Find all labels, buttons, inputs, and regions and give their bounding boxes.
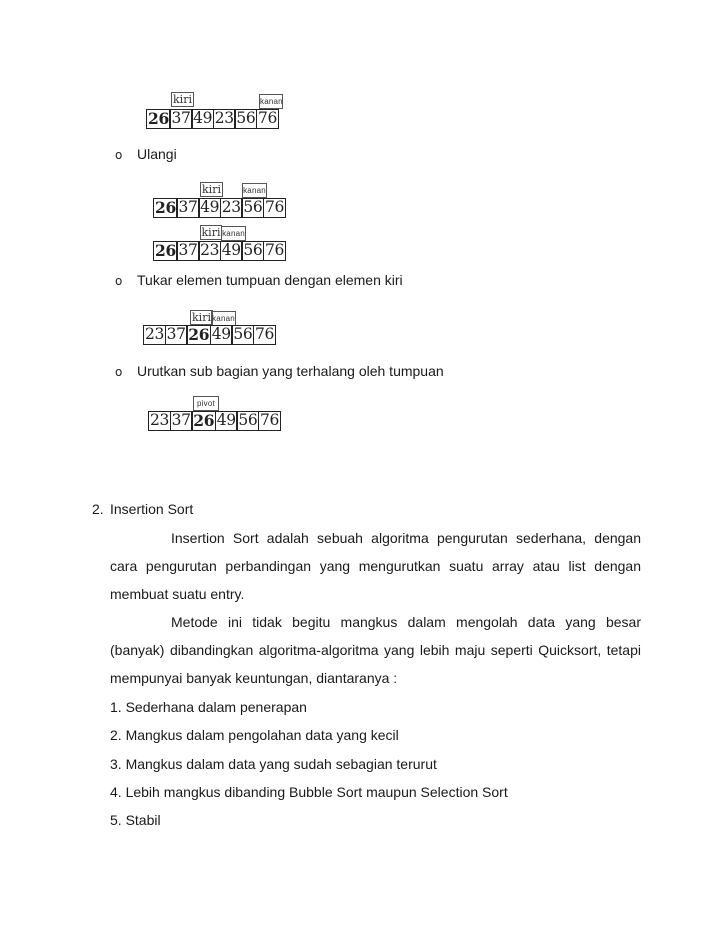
- section-number: 2.: [92, 501, 104, 517]
- array-cell: 76: [259, 411, 280, 429]
- kanan-label: kanan: [221, 226, 246, 241]
- array-cell: 76: [264, 198, 285, 216]
- kiri-label: kiri: [200, 182, 223, 197]
- array-diagram: [146, 109, 278, 129]
- array-cell: 26: [188, 325, 210, 344]
- array-cell: 37: [166, 325, 186, 343]
- array-diagram: [153, 198, 285, 218]
- array-diagram: [143, 325, 275, 345]
- section-title: Insertion Sort: [110, 501, 194, 517]
- array-cell: 49: [216, 411, 236, 429]
- bullet-tukar: Tukar elemen tumpuan dengan elemen kiri: [137, 272, 403, 288]
- array-cell: 23: [150, 411, 170, 429]
- advantage-item: 3. Mangkus dalam data yang sudah sebagian terurut: [110, 756, 437, 772]
- paragraph-line: Insertion Sort adalah sebuah algoritma pengurutan sederhana, dengan: [171, 530, 641, 546]
- array-cell: 26: [193, 411, 215, 430]
- array-cell: 37: [171, 109, 191, 127]
- array-cell: 26: [155, 198, 176, 217]
- bullet-marker: o: [115, 274, 123, 288]
- array-cell: 76: [264, 241, 285, 259]
- paragraph-line: Metode ini tidak begitu mangkus dalam mengolah data yang besar: [171, 614, 641, 630]
- array-cell: 76: [257, 109, 278, 127]
- array-cell: 26: [155, 241, 176, 260]
- array-cell: 23: [145, 325, 165, 343]
- array-cell: 37: [178, 198, 198, 216]
- paragraph-line: membuat suatu entry.: [110, 586, 245, 602]
- paragraph-line: cara pengurutan perbandingan yang mengurutkan suatu array atau list dengan: [110, 558, 641, 574]
- array-cell: 56: [243, 241, 263, 259]
- array-cell: 49: [193, 109, 213, 127]
- kiri-label: kiri: [190, 310, 213, 325]
- array-cell: 56: [238, 411, 258, 429]
- bullet-marker: o: [115, 365, 123, 379]
- kanan-label: kanan: [259, 94, 283, 109]
- array-cell: 23: [214, 109, 234, 127]
- array-cell: 37: [178, 241, 198, 259]
- array-cell: 56: [236, 109, 256, 127]
- kanan-label: kanan: [211, 311, 236, 326]
- advantage-item: 4. Lebih mangkus dibanding Bubble Sort maupun Selection Sort: [110, 784, 508, 800]
- array-diagram: [148, 411, 280, 431]
- bullet-ulangi: Ulangi: [137, 146, 177, 162]
- kanan-label: kanan: [242, 183, 267, 198]
- kiri-label: kiri: [201, 226, 221, 239]
- array-cell: 23: [221, 198, 241, 216]
- array-cell: 76: [254, 325, 275, 343]
- paragraph-line: mempunyai banyak keuntungan, diantaranya :: [110, 670, 398, 686]
- array-cell: 49: [200, 198, 220, 216]
- array-cell: 37: [171, 411, 191, 429]
- kiri-label: kiri: [171, 92, 194, 107]
- array-cell: 49: [211, 325, 231, 343]
- array-cell: 26: [148, 109, 169, 128]
- pivot-label: pivot: [193, 396, 219, 411]
- bullet-urutkan: Urutkan sub bagian yang terhalang oleh tumpuan: [137, 363, 444, 379]
- array-diagram: [153, 241, 285, 261]
- array-cell: 23: [200, 241, 220, 259]
- array-cell: 49: [221, 241, 241, 259]
- advantage-item: 5. Stabil: [110, 812, 161, 828]
- paragraph-line: (banyak) dibandingkan algoritma-algoritma yang lebih maju seperti Quicksort, tetapi: [110, 642, 641, 658]
- advantage-item: 1. Sederhana dalam penerapan: [110, 699, 307, 715]
- array-cell: 56: [233, 325, 253, 343]
- bullet-marker: o: [115, 148, 123, 162]
- advantage-item: 2. Mangkus dalam pengolahan data yang kecil: [110, 727, 399, 743]
- array-cell: 56: [243, 198, 263, 216]
